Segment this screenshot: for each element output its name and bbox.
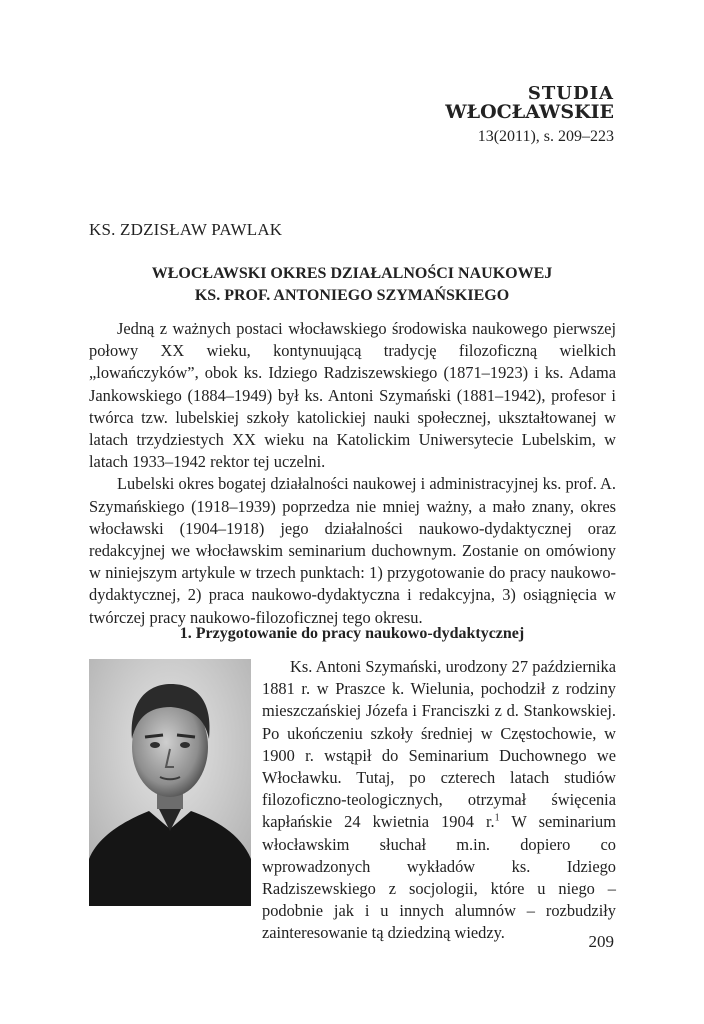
biography-text-part-2: W seminarium włocławskim słuchał m.in. dopiero co wprowadzonych wykładów ks. Idziego Radziszewskiego z socjologii, które u niego – podobnie jak i u innych alumnów – rozbudziły zainteresowanie tą dziedziną wiedzy.	[262, 812, 616, 943]
section-heading: 1. Przygotowanie do pracy naukowo-dydaktycznej	[179, 625, 525, 642]
journal-logo	[445, 83, 614, 123]
intro-text	[89, 318, 616, 629]
paragraph-biography	[262, 656, 616, 945]
page-number: 209	[588, 932, 614, 951]
biography-text-part-1: Ks. Antoni Szymański, urodzony 27 października 1881 r. w Praszce k. Wielunia, pochodził z rodziny mieszczańskiej Józefa i Franciszki z d. Stankowskiej. Po ukończeniu szkoły średniej w Częstochowie, w 1900 r. wstąpił do Seminarium Duchownego we Włocławku. Tutaj, po czterech latach studiów filozoficzno-teologicznych, otrzymał święcenia kapłańskie 24 kwietnia 1904 r.	[262, 657, 616, 832]
biography-text	[262, 656, 616, 945]
footnote-marker[interactable]: 1	[494, 812, 500, 824]
article-title-line-2: KS. PROF. ANTONIEGO SZYMAŃSKIEGO	[194, 287, 510, 304]
paragraph-intro: Jedną z ważnych postaci włocławskiego środowiska naukowego pierwszej połowy XX wieku, kontynuującą tradycję filozoficzną wielkich „lowańczyków”, obok ks. Idziego Radziszewskiego (1871–1923) i ks. Adama Jankowskiego (1884–1949) był ks. Antoni Szymański (1881–1942), profesor i twórca tzw. lubelskiej szkoły katolickiej nauki społecznej, ukształtowanej w latach trzydziestych XX wieku na Katolickim Uniwersytecie Lubelskim, w latach 1933–1942 rektor tej uczelni.	[89, 319, 616, 472]
logo-line-wloclawskie: WŁOCŁAWSKIE	[445, 101, 614, 123]
article-title	[89, 263, 615, 307]
paragraph-outline: Lubelski okres bogatej działalności naukowej i administracyjnej ks. prof. A. Szymańskiego (1918–1939) poprzedza nie mniej ważny, a mało znany, okres włocławski (1904–1918) jego działalności naukowo-dydaktycznej oraz redakcyjnej we włocławskim seminarium duchownym. Zostanie on omówiony w niniejszym artykule w trzech punktach: 1) przygotowanie do pracy naukowo-dydaktycznej, 2) praca naukowo-dydaktyczna i redakcyjna, 3) osiągnięcia w twórczej pracy naukowo-filozoficznej tego okresu.	[89, 474, 616, 627]
logo-line-studia: STUDIA	[527, 83, 614, 104]
article-title-line-1: WŁOCŁAWSKI OKRES DZIAŁALNOŚCI NAUKOWEJ	[151, 265, 553, 282]
journal-citation: 13(2011), s. 209–223	[477, 128, 614, 145]
portrait-photo	[89, 659, 251, 906]
author-name: KS. ZDZISŁAW PAWLAK	[89, 220, 283, 239]
